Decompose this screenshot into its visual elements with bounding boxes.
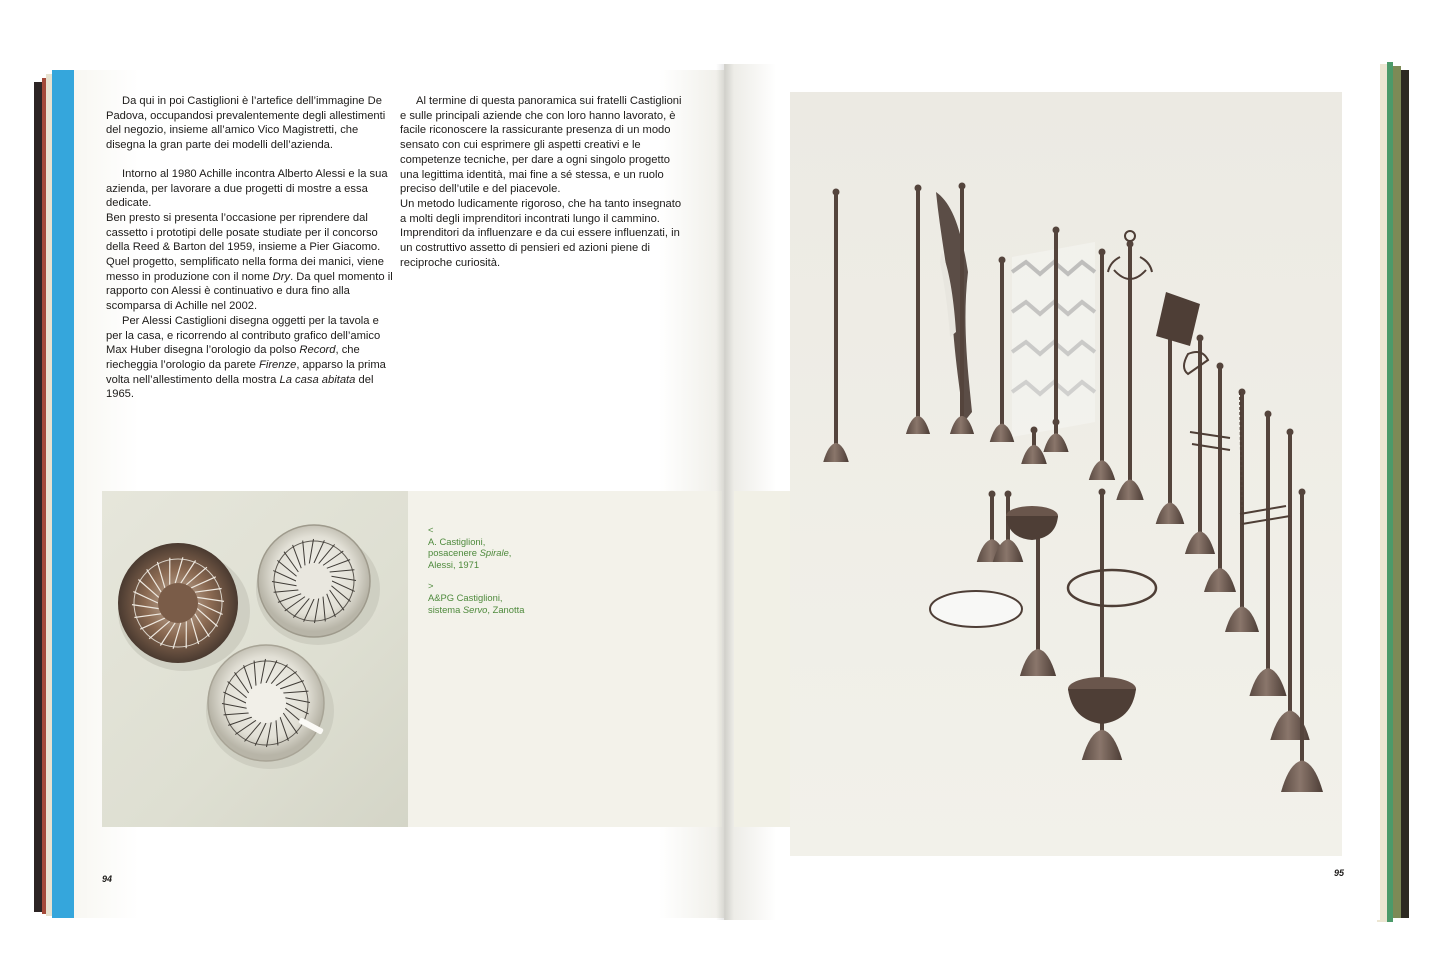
photo-caption [428,524,588,625]
servo-pole-knob [989,491,996,498]
page-number-left: 94 [102,874,113,884]
caption-line: Alessi, 1971 [428,558,480,570]
page-edge-left-blue [52,70,74,918]
caption-text: , [508,547,512,559]
paragraph [106,211,396,314]
page-edge-right-green [1387,62,1393,922]
servo-pole-knob [1265,411,1272,418]
servo-pole-knob [1099,489,1106,496]
page-edge-right-dark [1401,70,1409,918]
servo-pole-knob [1099,249,1106,256]
book-gutter [716,64,734,920]
servo-pole-knob [1287,429,1294,436]
servo-pole-knob [1005,491,1012,498]
page-edge-right-olive [1393,66,1401,918]
servo-pole-knob [1299,489,1306,496]
servo-pole-knob [959,183,966,190]
photo-spirale-ashtrays [102,491,408,827]
page-edge-left-dark [34,82,42,912]
servo-round-table [930,591,1022,627]
paragraph [106,94,396,153]
paragraph [400,197,690,271]
caption-text: sistema [428,603,463,615]
caption-line [428,604,588,616]
paragraph-text: Un metodo ludicamente rigoroso, che ha tanto insegnato a molti degli imprenditori incontrati lungo il cammino. Imprenditori da influenzare e da cui essere influenzati, in un costruttivo assetto di pensieri ed azioni piene di reciproche curiosità. [400,197,682,269]
paragraph-text: . Da quel momento il rapporto con Alessi è continuativo e dura fino alla scomparsa di Achille nel 2002. [106,270,393,313]
paragraph-text: del 1965. [106,373,374,401]
paragraph-text: Per Alessi Castiglioni disegna oggetti per la tavola e per la casa, e ricorrendo al contributo grafico dell’amico Max Huber disegna l’orologio da polso [106,314,381,357]
product-name: Firenze [259,358,297,371]
brown-ashtray [118,543,238,663]
paragraph-text: Ben presto si presenta l’occasione per riprendere dal cassetto i prototipi delle posate studiate per il concorso della Reed & Barton del 1959, insieme a Pier Giacomo. Quel progetto, semplificato nella forma dei manici, viene messo in produzione con il nome [106,211,384,283]
caption-arrow-right: > [428,580,434,592]
servo-illustration [790,92,1342,856]
text-column-1 [106,94,396,402]
product-name: Dry [272,270,291,283]
paragraph-text: Da qui in poi Castiglioni è l’artefice dell’immagine De Padova, occupandosi prevalentemente degli allestimenti del negozio, insieme all’amico Vico Magistretti, che disegna la gran parte dei modelli dell’azienda. [106,95,386,152]
white-ashtray-top [258,525,370,637]
servo-pole-knob [999,257,1006,264]
zigzag-screen [1012,242,1095,437]
paragraph-text: , apparso la prima volta nell’allestimento della mostra [106,358,386,386]
caption-line: A. Castiglioni, [428,535,486,547]
caption-product-name: Spirale [479,547,509,559]
caption-product-name: Servo [462,603,488,615]
white-ashtray-bottom [208,645,324,761]
caption-arrow-left: < [428,524,434,535]
photo-servo-system [790,92,1342,856]
caption-block-ashtray [428,524,588,570]
caption-line: A&PG Castiglioni, [428,591,503,603]
servo-pole-knob [915,185,922,192]
exhibition-name: La casa abitata [279,373,356,386]
product-name: Record [299,344,336,357]
servo-pole-knob [1217,363,1224,370]
servo-pole-knob [1053,419,1060,426]
text-column-2 [400,94,690,270]
paragraph-text: , che riecheggia l’orologio da parete [106,344,360,371]
caption-text: posacenere [428,547,480,559]
paragraph [400,94,690,197]
page-number-right: 95 [1334,868,1345,878]
paragraph [106,314,396,402]
ashtrays-illustration [102,491,408,827]
servo-pole-knob [833,189,840,196]
servo-pole-knob [1197,335,1204,342]
paragraph-text: Al termine di questa panoramica sui fratelli Castiglioni e sulle principali aziende che con loro hanno lavorato, è facile riconoscere la rassicurante presenza di un modo sensato con cui esprimere gli aspetti creativi e le competenze tecniche, per dare a ogni singolo progetto una legittima identità, mai fine a sé stessa, e un ruolo preciso dell’utile e del piacevole. [400,95,682,196]
servo-pole-knob [1053,227,1060,234]
paragraph [106,167,396,211]
caption-text: , Zanotta [487,603,525,615]
servo-pole-knob [1031,427,1038,434]
caption-block-servo [428,580,588,615]
paragraph-text: Intorno al 1980 Achille incontra Alberto Alessi e la sua azienda, per lavorare a due progetti di mostre a essa dedicate. [106,167,388,210]
caption-line [428,547,588,559]
